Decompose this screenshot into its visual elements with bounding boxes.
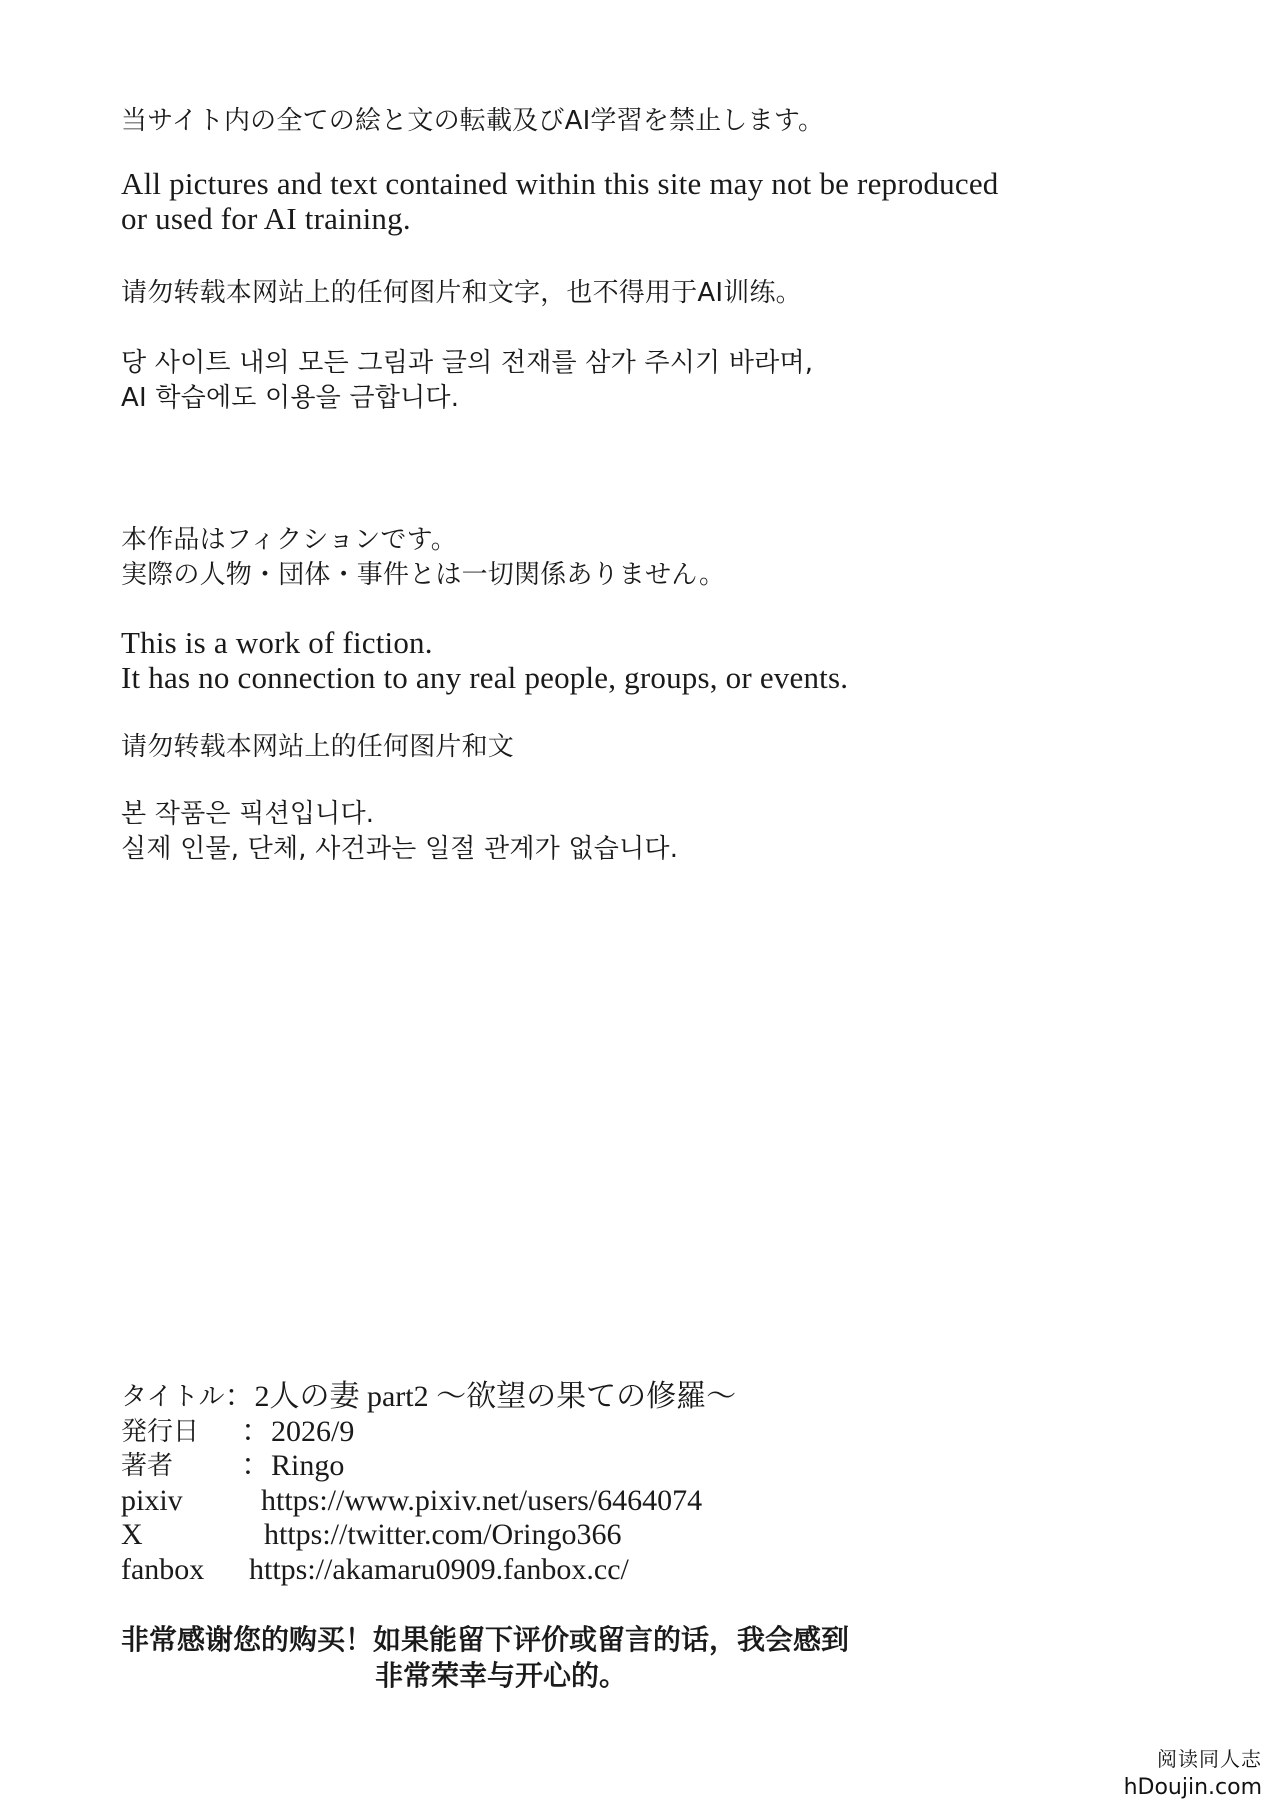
credit-author-value: ：Ringo [241, 1449, 345, 1482]
credit-pixiv-link[interactable]: https://www.pixiv.net/users/6464074 [261, 1483, 703, 1517]
credit-fanbox-link[interactable]: https://akamaru0909.fanbox.cc/ [249, 1552, 629, 1586]
credit-author-label: 著者 [121, 1451, 174, 1481]
thanks-message [121, 1622, 1161, 1694]
credit-date-value: ：2026/9 [241, 1414, 355, 1448]
watermark-line1: 阅读同人志 [1157, 1747, 1262, 1771]
notice-japanese [121, 104, 1161, 139]
credit-x-link[interactable]: https://twitter.com/Oringo366 [264, 1518, 622, 1551]
fiction-english-line1: This is a work of fiction. [121, 625, 433, 660]
notice-chinese [121, 276, 1161, 311]
fiction-korean-line1: 본 작품은 픽션입니다. [121, 799, 375, 829]
credit-date-row [121, 1415, 1161, 1450]
notice-korean-line2: AI 학습에도 이용을 금합니다. [121, 383, 460, 413]
credit-x-row [121, 1518, 1161, 1553]
notice-english-line2: or used for AI training. [121, 201, 411, 236]
fiction-japanese-line1: 本作品はフィクションです。 [121, 525, 457, 555]
credit-title-label: タイトル [121, 1382, 225, 1412]
watermark-line2[interactable]: hDoujin.com [1123, 1775, 1262, 1800]
fiction-chinese-text: 请勿转载本网站上的任何图片和文 [121, 732, 515, 762]
credit-author-row [121, 1449, 1161, 1484]
fiction-english [121, 625, 1161, 695]
fiction-japanese [121, 523, 1161, 593]
credit-pixiv-row [121, 1484, 1161, 1519]
credit-x-label: X [121, 1518, 143, 1551]
notice-korean-line1: 당 사이트 내의 모든 그림과 글의 전재를 삼가 주시기 바라며, [121, 348, 814, 378]
notice-japanese-text: 当サイト内の全ての絵と文の転載及びAI学習を禁止します。 [121, 106, 825, 136]
credit-title-row [121, 1380, 1161, 1415]
thanks-line1: 非常感谢您的购买！如果能留下评价或留言的话，我会感到 [121, 1623, 850, 1656]
thanks-line2: 非常荣幸与开心的。 [375, 1659, 628, 1692]
fiction-korean [121, 797, 1161, 867]
credit-title-value: ：2人の妻 part2 〜欲望の果ての修羅〜 [224, 1380, 737, 1413]
fiction-english-line2: It has no connection to any real people, groups, or events. [121, 660, 849, 695]
fiction-chinese [121, 730, 1161, 765]
credits [121, 1380, 1161, 1587]
fiction-korean-line2: 실제 인물, 단체, 사건과는 일절 관계가 없습니다. [121, 834, 679, 864]
credit-date-label: 発行日 [121, 1416, 200, 1447]
notice-chinese-text: 请勿转载本网站上的任何图片和文字，也不得用于AI训练。 [121, 278, 802, 308]
notice-english-line1: All pictures and text contained within this site may not be reproduced [121, 166, 999, 201]
credit-fanbox-row [121, 1553, 1161, 1588]
notice-korean [121, 346, 1161, 416]
fiction-japanese-line2: 実際の人物・団体・事件とは一切関係ありません。 [121, 560, 726, 590]
credit-pixiv-label: pixiv [121, 1483, 183, 1517]
watermark [1124, 1745, 1262, 1803]
credit-fanbox-label: fanbox [121, 1552, 205, 1586]
notice-english [121, 166, 1161, 236]
